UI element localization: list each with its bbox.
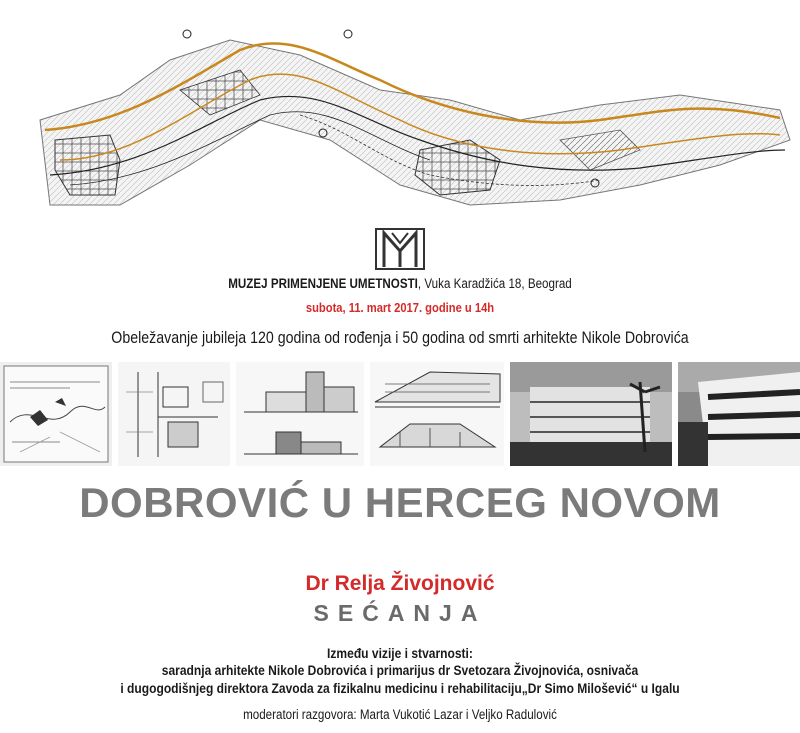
museum-logo (372, 227, 428, 271)
author-name: Dr Relja Živojnović (305, 572, 495, 595)
museum-line (56, 276, 744, 291)
museum-name: MUZEJ PRIMENJENE UMETNOSTI (228, 276, 418, 291)
subtitle: SEĆANJA (313, 600, 487, 626)
museum-address: , Vuka Karadžića 18, Beograd (417, 276, 572, 291)
exhibition-title: DOBROVIĆ U HERCEG NOVOM (79, 479, 721, 526)
urban-plan-map (0, 0, 800, 225)
description-line-1: Između vizije i stvarnosti: (327, 645, 473, 661)
photo-strip (0, 362, 800, 466)
site-plan-photo (118, 362, 230, 466)
moderators: moderatori razgovora: Marta Vukotić Lazar i Veljko Radulović (243, 707, 557, 722)
building-photo (510, 362, 672, 466)
building-facade-photo (678, 362, 800, 466)
jubilee-text: Obeležavanje jubileja 120 godina od rođenja i 50 godina od smrti arhitekte Nikole Dobrovića (111, 329, 689, 347)
description-line-3: i dugogodišnjeg direktora Zavoda za fizikalnu medicinu i rehabilitaciju„Dr Simo Milošević“ u Igalu (120, 680, 680, 696)
plan-drawing-photo (0, 362, 112, 466)
elevation-drawing-photo (236, 362, 364, 466)
event-date: subota, 11. mart 2017. godine u 14h (305, 300, 495, 315)
section-drawing-photo (370, 362, 504, 466)
description-line-2: saradnja arhitekte Nikole Dobrovića i primarijus dr Svetozara Živojnovića, osnivača (161, 662, 639, 678)
